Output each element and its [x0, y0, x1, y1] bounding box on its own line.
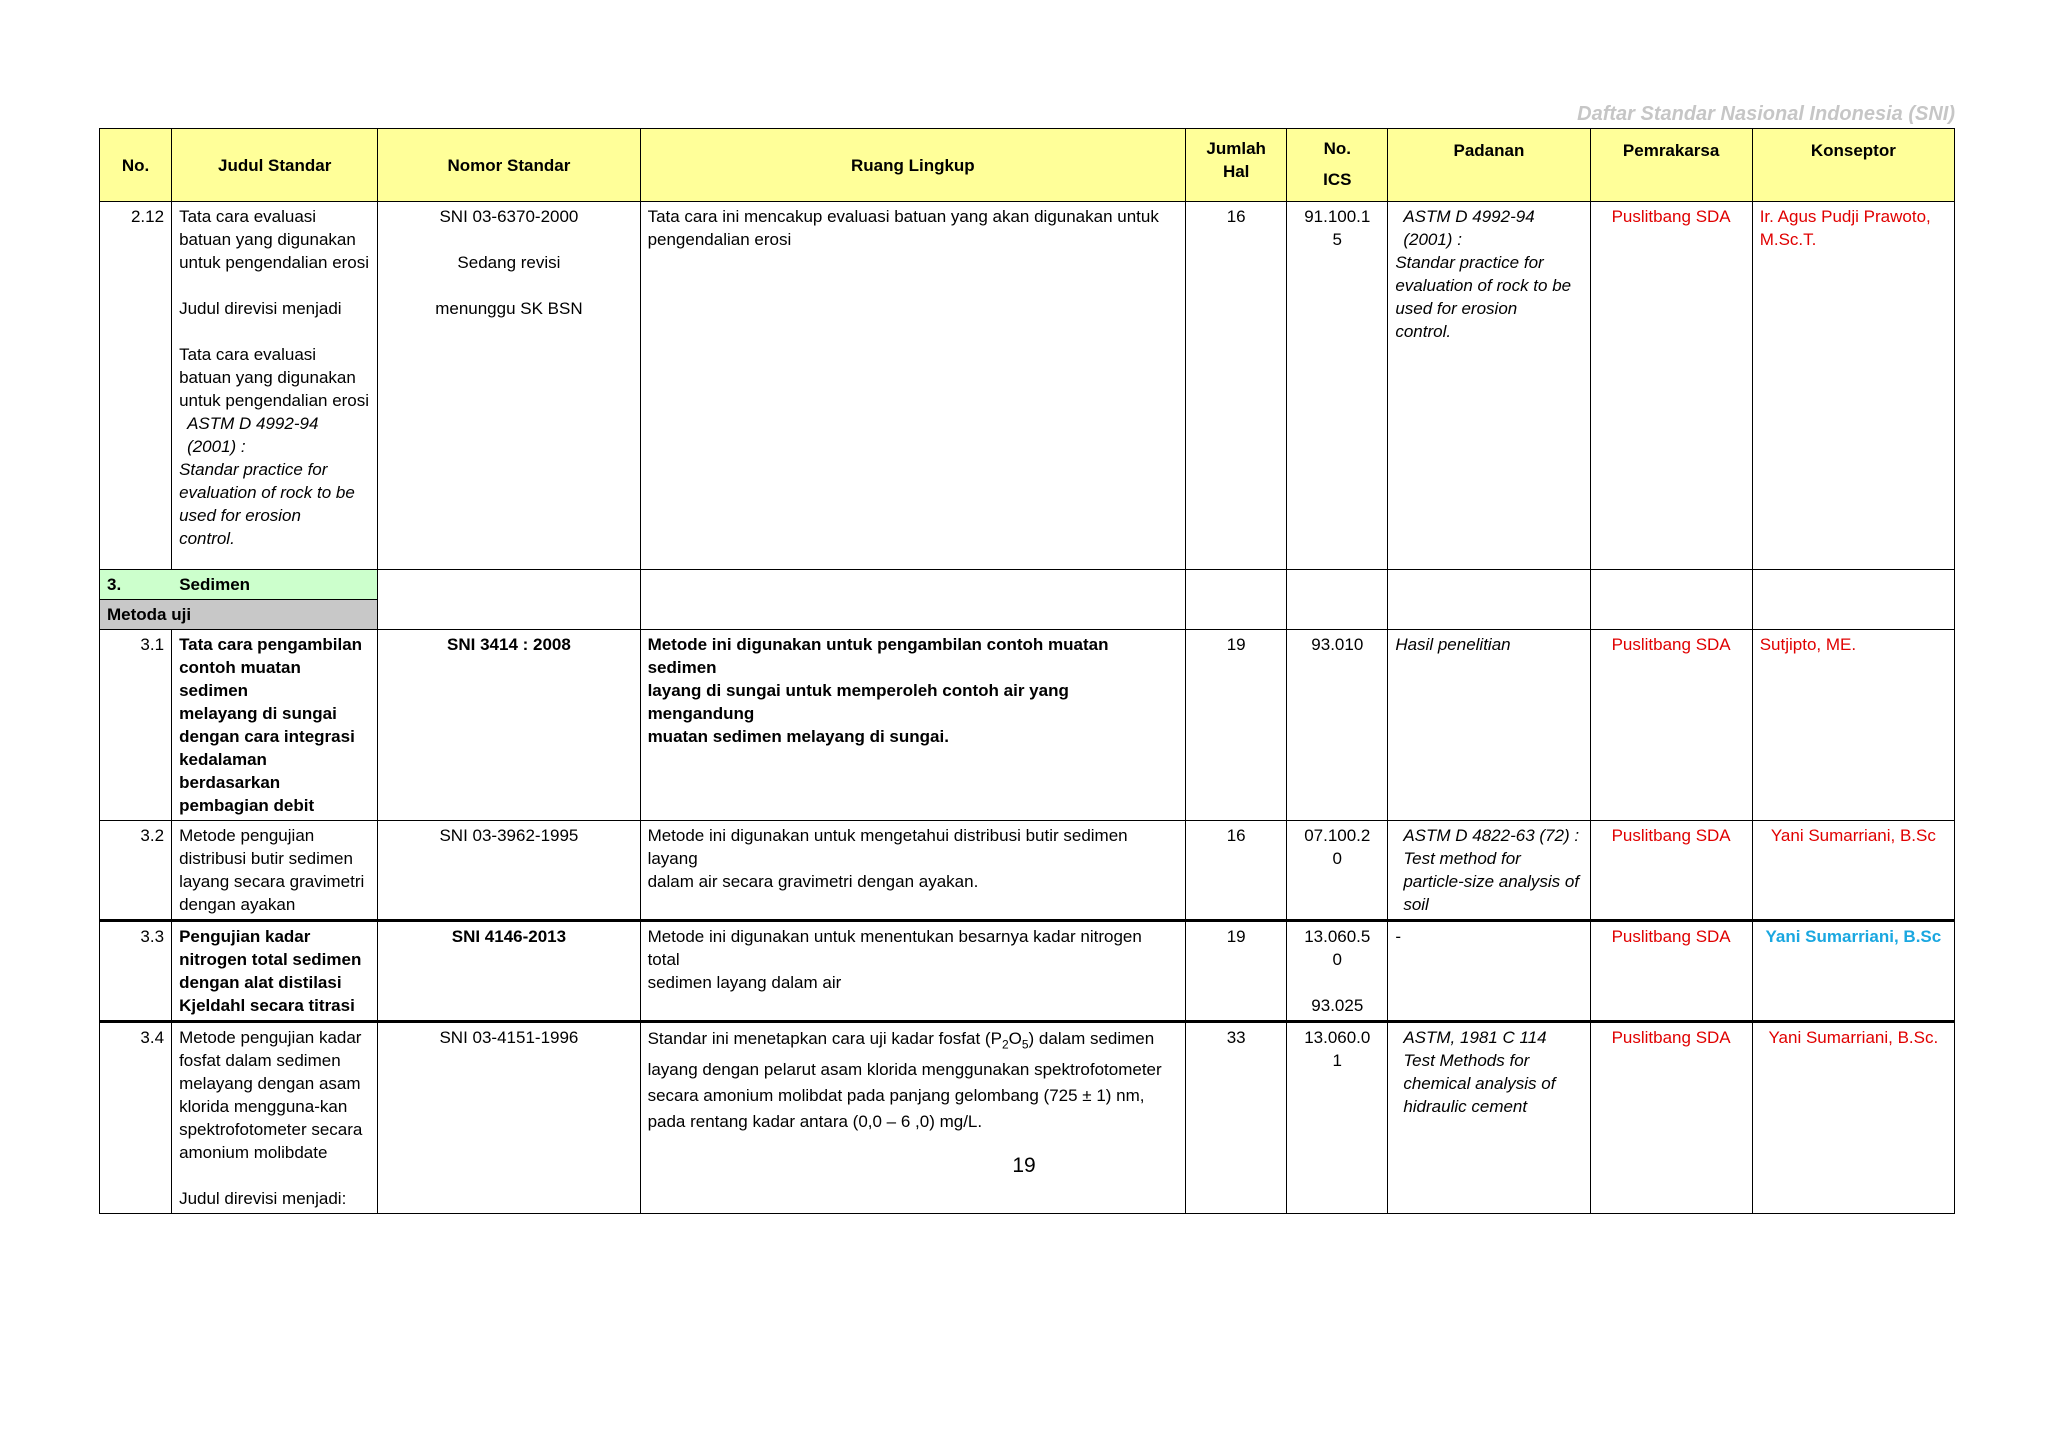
row-nomor: SNI 4146-2013: [378, 921, 640, 1022]
row-nomor: SNI 03-4151-1996: [378, 1022, 640, 1214]
standards-table: [99, 128, 1955, 1214]
row-no: 3.3: [100, 921, 172, 1022]
row-konseptor: Ir. Agus Pudji Prawoto, M.Sc.T.: [1752, 202, 1954, 570]
row-ruang: Standar ini menetapkan cara uji kadar fosfat $(P_2O_5)$ dalam sedimen layang dengan pelarut asam klorida menggunakan spektrofotometer secara amonium molibdat pada panjang gelombang (725 ± 1) nm, pada rentang kadar antara (0,0 – 6 ,0) mg/L.: [640, 1022, 1186, 1214]
row-pemrakarsa: Puslitbang SDA: [1590, 821, 1752, 921]
row-padanan: ASTM D 4822-63 (72) : Test method for particle-size analysis of soil: [1388, 821, 1590, 921]
row-no: 3.1: [100, 630, 172, 821]
row-konseptor: Sutjipto, ME.: [1752, 630, 1954, 821]
row-padanan: ASTM, 1981 C 114 Test Methods for chemical analysis of hidraulic cement: [1388, 1022, 1590, 1214]
row-ruang: Metode ini digunakan untuk mengetahui distribusi butir sedimen layang dalam air secara gravimetri dengan ayakan.: [640, 821, 1186, 921]
section-heading: 3. Sedimen: [100, 570, 378, 600]
row-ics: 13.060.5 0 93.025: [1287, 921, 1388, 1022]
row-judul: Tata cara evaluasi batuan yang digunakan untuk pengendalian erosi Judul direvisi menjadi Tata cara evaluasi batuan yang digunakan untuk pengendalian erosi ASTM D 4992-94 (2001) : Standar practice for evaluation of rock to be used for erosion control.: [172, 202, 378, 570]
document-header-title: Daftar Standar Nasional Indonesia (SNI): [1577, 103, 1955, 125]
row-pemrakarsa: Puslitbang SDA: [1590, 921, 1752, 1022]
row-jumlah: 19: [1186, 630, 1287, 821]
row-judul: Tata cara pengambilan contoh muatan sedimen melayang di sungai dengan cara integrasi kedalaman berdasarkan pembagian debit: [172, 630, 378, 821]
row-jumlah: 16: [1186, 202, 1287, 570]
row-ruang: Tata cara ini mencakup evaluasi batuan yang akan digunakan untuk pengendalian erosi: [640, 202, 1186, 570]
row-nomor: SNI 3414 : 2008: [378, 630, 640, 821]
row-padanan: -: [1388, 921, 1590, 1022]
col-header-padanan: Padanan: [1388, 129, 1590, 202]
col-header-ics: No. ICS: [1287, 129, 1388, 202]
subsection-heading: Metoda uji: [100, 600, 378, 630]
col-header-no: No.: [100, 129, 172, 202]
row-ics: 13.060.0 1: [1287, 1022, 1388, 1214]
col-header-ruang: Ruang Lingkup: [640, 129, 1186, 202]
table-header-row: [100, 129, 1955, 202]
row-nomor: SNI 03-6370-2000 Sedang revisi menunggu SK BSN: [378, 202, 640, 570]
page-number: 19: [1012, 1154, 1036, 1177]
col-header-konseptor: Konseptor: [1752, 129, 1954, 202]
row-pemrakarsa: Puslitbang SDA: [1590, 202, 1752, 570]
table-row: [100, 1022, 1955, 1214]
row-konseptor: Yani Sumarriani, B.Sc: [1752, 821, 1954, 921]
row-ruang: Metode ini digunakan untuk pengambilan contoh muatan sedimen layang di sungai untuk memperoleh contoh air yang mengandung muatan sedimen melayang di sungai.: [640, 630, 1186, 821]
revision-label: Judul direvisi menjadi:: [179, 1189, 347, 1208]
row-ruang: Metode ini digunakan untuk menentukan besarnya kadar nitrogen total sedimen layang dalam air: [640, 921, 1186, 1022]
row-no: 2.12: [100, 202, 172, 570]
row-konseptor: Yani Sumarriani, B.Sc: [1752, 921, 1954, 1022]
col-header-pemrakarsa: Pemrakarsa: [1590, 129, 1752, 202]
table-row: [100, 921, 1955, 1022]
col-header-judul: Judul Standar: [172, 129, 378, 202]
row-padanan: ASTM D 4992-94 (2001) : Standar practice for evaluation of rock to be used for erosion control.: [1388, 202, 1590, 570]
row-no: 3.4: [100, 1022, 172, 1214]
row-ics: 07.100.2 0: [1287, 821, 1388, 921]
table-row: [100, 630, 1955, 821]
row-pemrakarsa: Puslitbang SDA: [1590, 630, 1752, 821]
row-pemrakarsa: Puslitbang SDA: [1590, 1022, 1752, 1214]
table-row: [100, 821, 1955, 921]
row-judul: Metode pengujian kadar fosfat dalam sedimen melayang dengan asam klorida mengguna-kan spektrofotometer secara amonium molibdate Judul direvisi menjadi:: [172, 1022, 378, 1214]
row-ics: 91.100.1 5: [1287, 202, 1388, 570]
revision-label: Judul direvisi menjadi: [179, 299, 342, 318]
row-jumlah: 19: [1186, 921, 1287, 1022]
row-nomor: SNI 03-3962-1995: [378, 821, 640, 921]
col-header-nomor: Nomor Standar: [378, 129, 640, 202]
row-padanan: Hasil penelitian: [1388, 630, 1590, 821]
row-jumlah: 33: [1186, 1022, 1287, 1214]
table-row: [100, 202, 1955, 570]
row-no: 3.2: [100, 821, 172, 921]
row-ics: 93.010: [1287, 630, 1388, 821]
col-header-jumlah: Jumlah Hal: [1186, 129, 1287, 202]
row-konseptor: Yani Sumarriani, B.Sc.: [1752, 1022, 1954, 1214]
section-row: [100, 570, 1955, 600]
row-judul: Pengujian kadar nitrogen total sedimen dengan alat distilasi Kjeldahl secara titrasi: [172, 921, 378, 1022]
row-jumlah: 16: [1186, 821, 1287, 921]
row-judul: Metode pengujian distribusi butir sedimen layang secara gravimetri dengan ayakan: [172, 821, 378, 921]
